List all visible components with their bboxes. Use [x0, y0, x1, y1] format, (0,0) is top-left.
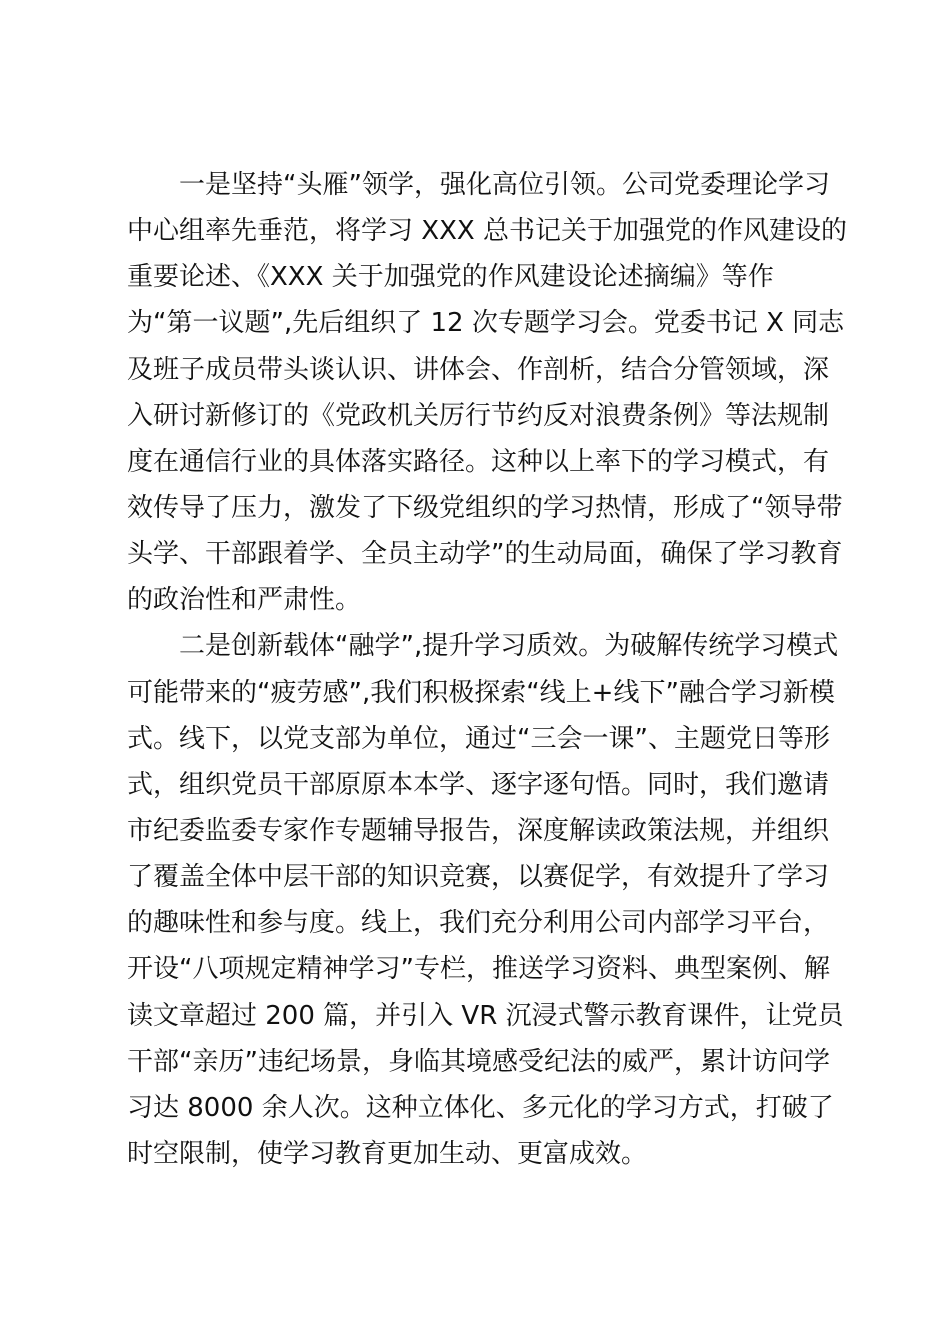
- paragraph-2: [127, 623, 844, 1177]
- text-line: 效传导了压力，激发了下级党组织的学习热情，形成了“领导带: [127, 492, 843, 523]
- text-line: 可能带来的“疲劳感”,我们积极探索“线上+线下”融合学习新模: [127, 677, 835, 708]
- text-line: 入研讨新修订的《党政机关厉行节约反对浪费条例》等法规制: [127, 400, 830, 431]
- text-line: 头学、干部跟着学、全员主动学”的生动局面，确保了学习教育: [127, 539, 843, 570]
- text-line: 习达 8000 余人次。这种立体化、多元化的学习方式，打破了: [127, 1092, 834, 1123]
- text-line: 市纪委监委专家作专题辅导报告，深度解读政策法规，并组织: [127, 815, 830, 846]
- text-line: 的政治性和严肃性。: [127, 585, 362, 616]
- text-line: 了覆盖全体中层干部的知识竞赛，以赛促学，有效提升了学习: [127, 862, 830, 893]
- text-line: 干部“亲历”违纪场景，身临其境感受纪法的威严，累计访问学: [127, 1046, 830, 1077]
- text-line: 重要论述、《XXX 关于加强党的作风建设论述摘编》等作: [127, 262, 774, 293]
- text-line: 二是创新载体“融学”,提升学习质效。为破解传统学习模式: [179, 631, 839, 662]
- text-line: 式，组织党员干部原原本本学、逐字逐句悟。同时，我们邀请: [127, 769, 830, 800]
- text-line: 时空限制，使学习教育更加生动、更富成效。: [127, 1138, 648, 1169]
- paragraph-1: [127, 162, 847, 623]
- text-line: 中心组率先垂范，将学习 XXX 总书记关于加强党的作风建设的: [127, 216, 847, 247]
- text-line: 为“第一议题”,先后组织了 12 次专题学习会。党委书记 X 同志: [127, 308, 845, 339]
- text-line: 度在通信行业的具体落实路径。这种以上率下的学习模式，有: [127, 446, 830, 477]
- text-line: 的趣味性和参与度。线上，我们充分利用公司内部学习平台，: [127, 908, 830, 939]
- text-line: 开设“八项规定精神学习”专栏，推送学习资料、典型案例、解: [127, 954, 830, 985]
- document-body: [127, 162, 847, 1177]
- text-line: 一是坚持“头雁”领学，强化高位引领。公司党委理论学习: [179, 170, 830, 200]
- text-line: 式。线下，以党支部为单位，通过“三会一课”、主题党日等形: [127, 723, 830, 754]
- text-line: 读文章超过 200 篇，并引入 VR 沉浸式警示教育课件，让党员: [127, 1000, 844, 1031]
- text-line: 及班子成员带头谈认识、讲体会、作剖析，结合分管领域，深: [127, 354, 830, 385]
